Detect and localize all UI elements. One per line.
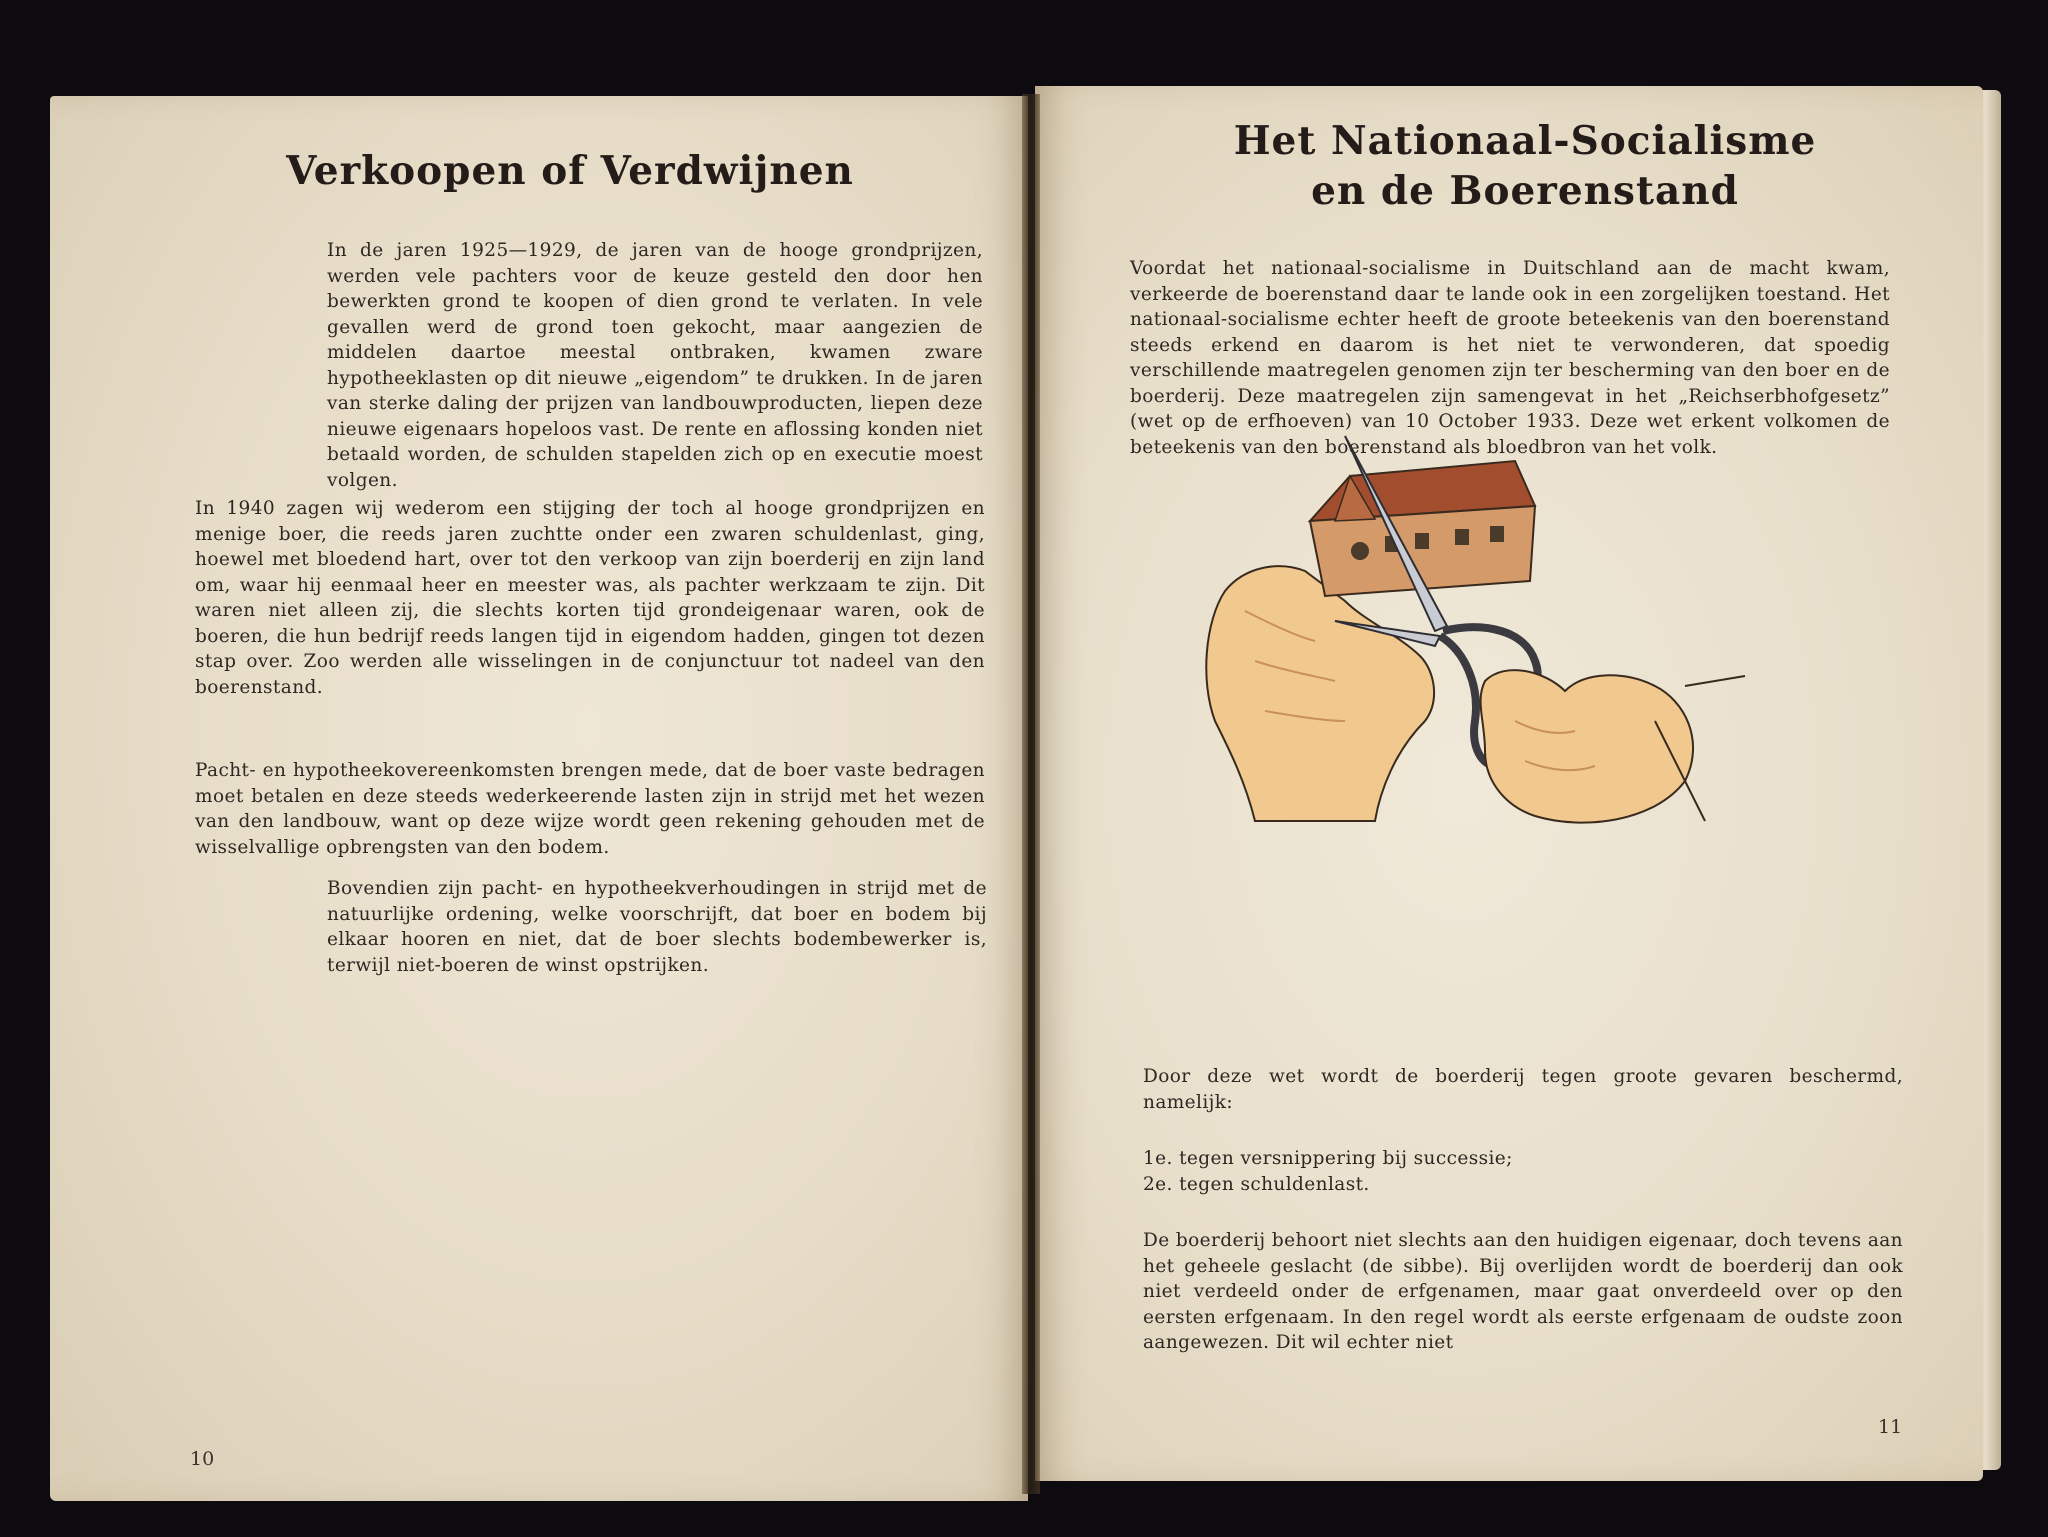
right-list-item-1: 1e. tegen versnippering bij successie;: [1143, 1148, 1513, 1169]
right-title-line-1: Het Nationaal-Socialisme: [1233, 118, 1817, 164]
right-title-line-2: en de Boerenstand: [1311, 168, 1739, 214]
left-page-title: Verkoopen of Verdwijnen: [286, 148, 854, 194]
left-page: [50, 96, 1028, 1501]
open-booklet: [50, 86, 2005, 1501]
right-page: [1035, 86, 1983, 1481]
book-spine-gutter: [1022, 94, 1040, 1494]
right-page-number: 11: [1878, 1416, 1903, 1438]
right-paragraph-2: Door deze wet wordt de boerderij tegen groote gevaren beschermd, namelijk:: [1143, 1066, 1903, 1113]
hand-scissors-house-illustration: [1185, 421, 1785, 841]
left-paragraph-4: Bovendien zijn pacht- en hypotheekverhoudingen in strijd met de natuurlijke ordening, welke voorschrijft, dat boer en bodem bij elkaar hooren en niet, dat de boer slechts bodembewerker is, terwijl niet-boeren de winst opstrijken.: [327, 878, 987, 976]
left-page-number: 10: [190, 1448, 215, 1470]
right-page-title: [1115, 116, 1935, 216]
left-paragraph-1: In de jaren 1925—1929, de jaren van de hooge grondprijzen, werden vele pachters voor de keuze gesteld den door hen bewerkten grond te koopen of dien grond te verlaten. In vele gevallen werd de grond toen gekocht, maar aangezien de middelen daartoe meestal ontbraken, kwamen zware hypotheeklasten op dit nieuwe „eigendom” te drukken. In de jaren van sterke daling der prijzen van landbouwproducten, liepen deze nieuwe eigenaars hopeloos vast. De rente en aflossing konden niet betaald worden, de schulden stapelden zich op en executie moest volgen.: [327, 240, 983, 491]
left-paragraph-2: In 1940 zagen wij wederom een stijging der toch al hooge grondprijzen en menige boer, die reeds jaren zuchtte onder een zwaren schuldenlast, ging, hoewel met bloedend hart, over tot den verkoop van zijn boerderij en zijn land om, waar hij eenmaal heer en meester was, als pachter werkzaam te zijn. Dit waren niet alleen zij, die slechts korten tijd grondeigenaar waren, ook de boeren, die hun bedrijf reeds langen tijd in eigendom hadden, gingen tot dezen stap over. Zoo werden alle wisselingen in de conjunctuur tot nadeel van den boerenstand.: [195, 498, 985, 698]
right-list-item-2: 2e. tegen schuldenlast.: [1143, 1174, 1370, 1195]
left-paragraph-3: Pacht- en hypotheekovereenkomsten brengen mede, dat de boer vaste bedragen moet betalen en deze steeds wederkeerende lasten zijn in strijd met het wezen van den landbouw, want op deze wijze wordt geen rekening gehouden met de wisselvallige opbrengsten van den bodem.: [195, 760, 985, 858]
right-intro-paragraph: Voordat het nationaal-socialisme in Duitschland aan de macht kwam, verkeerde de boerenstand daar te lande ook in een zorgelijken toestand. Het nationaal-socialisme echter heeft de groote beteekenis van den boerenstand steeds erkend en daarom is het niet te verwonderen, dat spoedig verschillende maatregelen genomen zijn ter bescherming van den boer en de boerderij. Deze maatregelen zijn samengevat in het „Reichserbhofgesetz” (wet op de erfhoeven) van 10 October 1933. Deze wet erkent volkomen de beteekenis van den boerenstand als bloedbron van het volk.: [1130, 258, 1890, 458]
right-paragraph-3: De boerderij behoort niet slechts aan den huidigen eigenaar, doch tevens aan het geheele geslacht (de sibbe). Bij overlijden wordt de boerderij dan ook niet verdeeld onder de erfgenamen, maar gaat onverdeeld over op den eersten erfgenaam. In den regel wordt als eerste erfgenaam de oudste zoon aangewezen. Dit wil echter niet: [1143, 1230, 1903, 1353]
